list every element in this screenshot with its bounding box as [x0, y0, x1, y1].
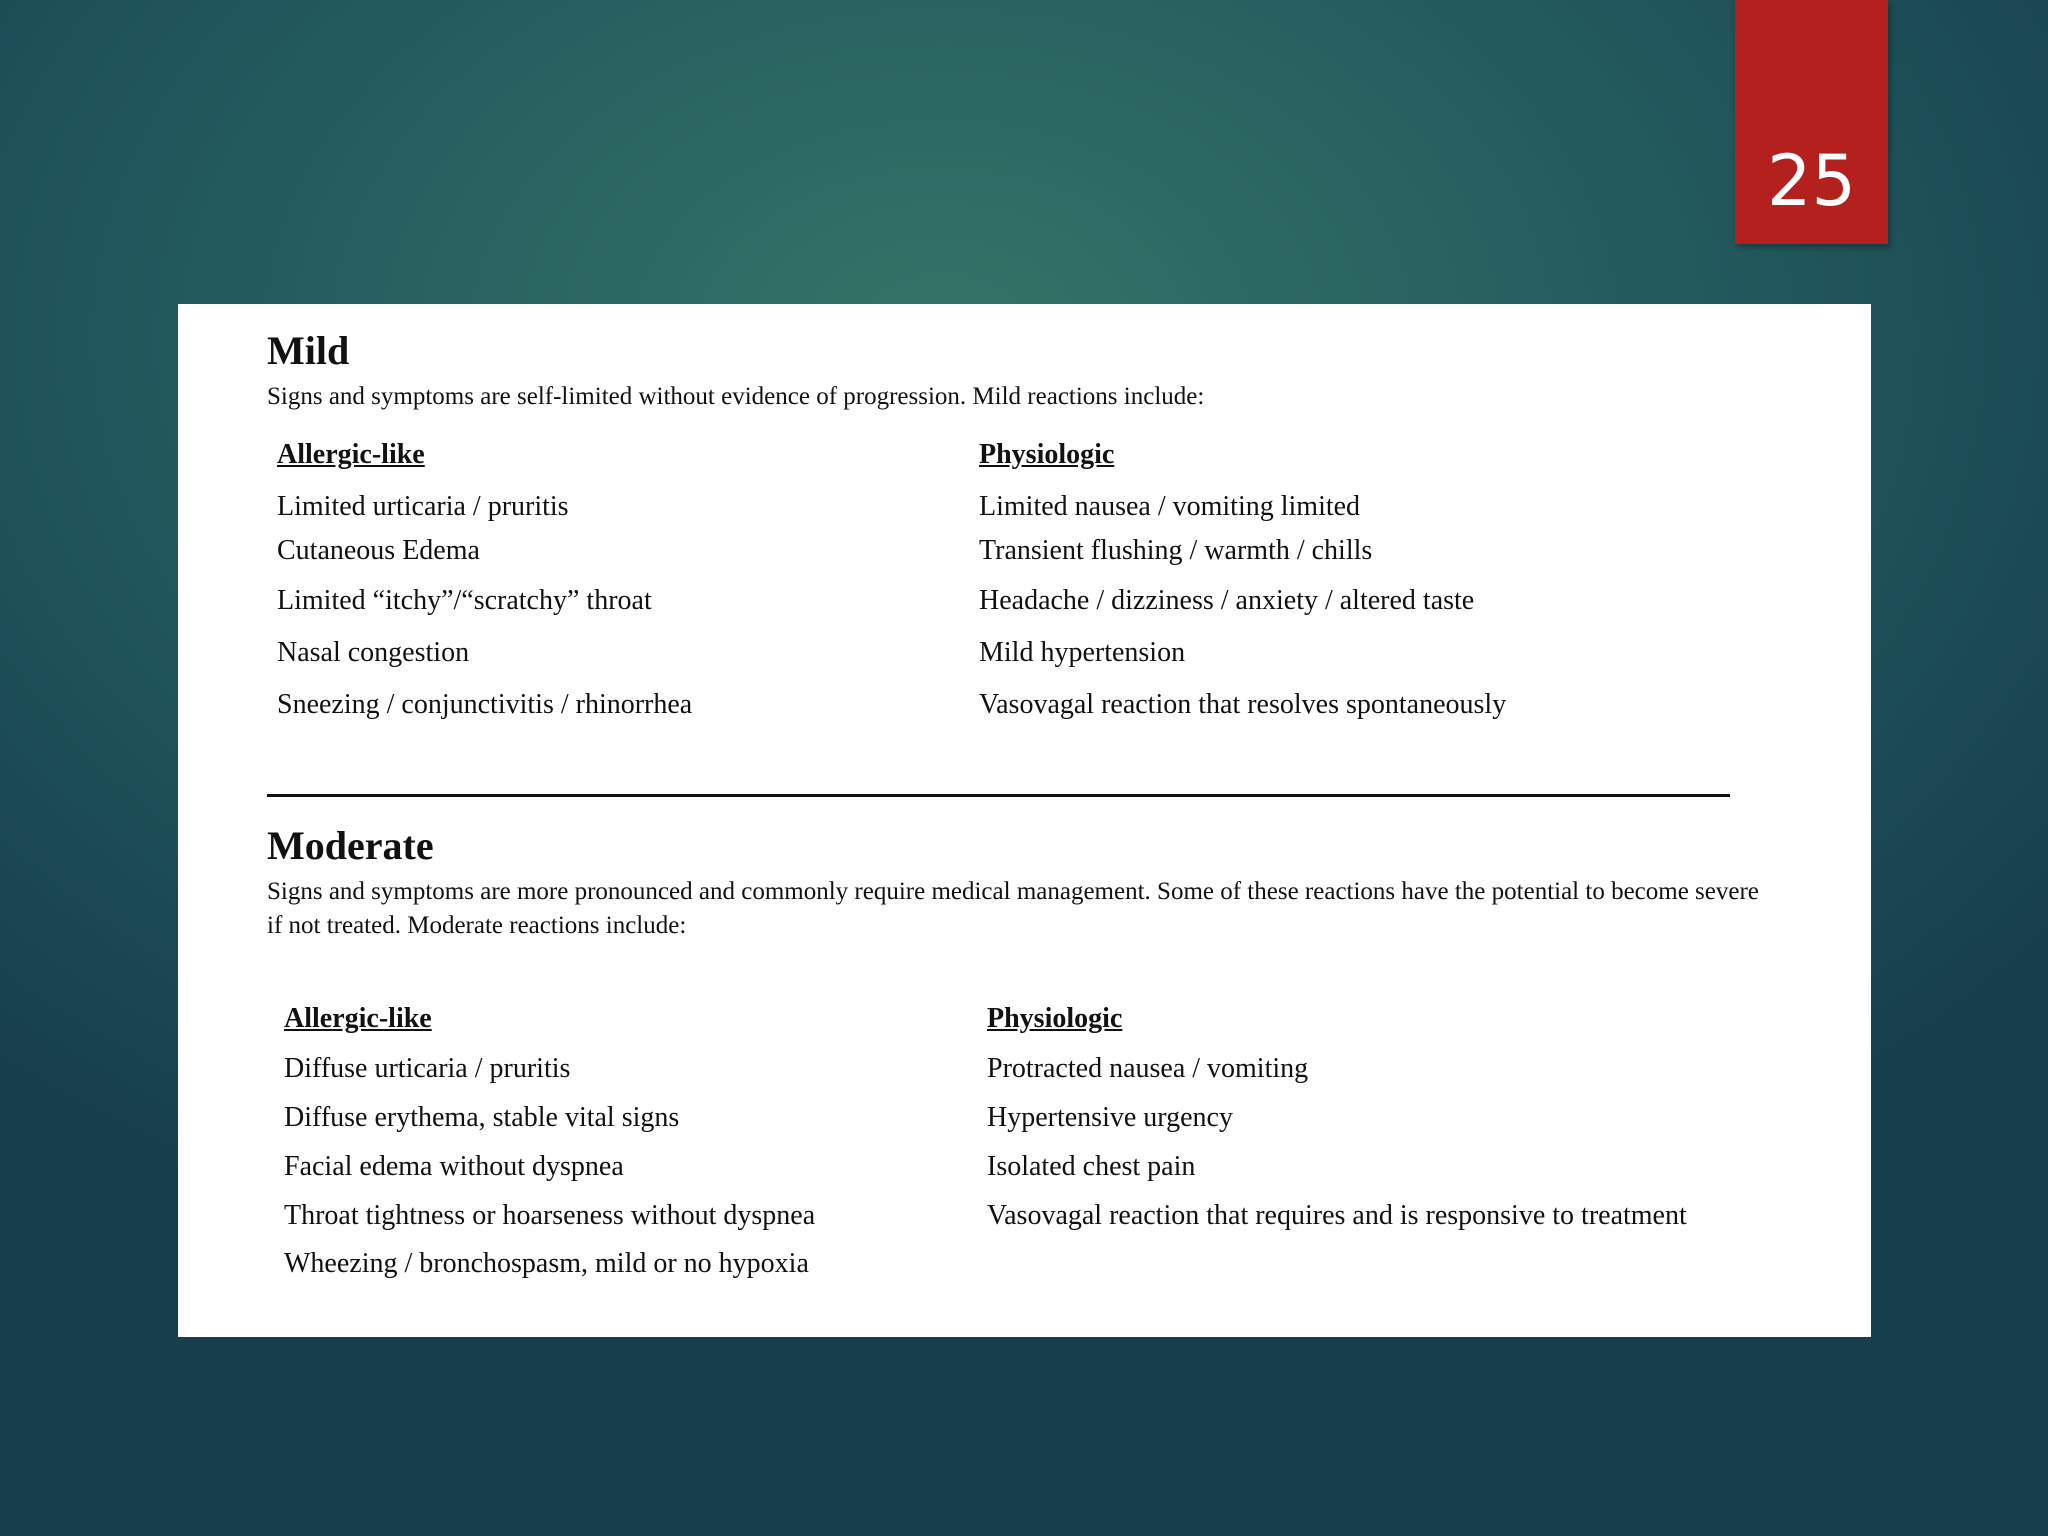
moderate-physiologic-item: Hypertensive urgency: [987, 1102, 1233, 1133]
moderate-physiologic-item: Protracted nausea / vomiting: [987, 1053, 1309, 1084]
mild-title: Mild: [267, 328, 350, 373]
mild-allergic-item: Limited “itchy”/“scratchy” throat: [277, 585, 652, 616]
moderate-physiologic-heading: Physiologic: [987, 1003, 1123, 1034]
slide-number: 25: [1766, 140, 1857, 222]
section-divider: [267, 794, 1730, 797]
mild-allergic-item: Limited urticaria / pruritis: [277, 491, 569, 522]
moderate-allergic-item: Diffuse urticaria / pruritis: [284, 1053, 571, 1084]
mild-allergic-item: Cutaneous Edema: [277, 535, 480, 566]
moderate-allergic-item: Throat tightness or hoarseness without dyspnea: [284, 1200, 816, 1231]
moderate-allergic-item: Facial edema without dyspnea: [284, 1151, 624, 1182]
mild-physiologic-item: Mild hypertension: [979, 637, 1186, 668]
mild-allergic-item: Sneezing / conjunctivitis / rhinorrhea: [277, 689, 693, 720]
moderate-allergic-item: Diffuse erythema, stable vital signs: [284, 1102, 680, 1133]
mild-physiologic-item: Headache / dizziness / anxiety / altered taste: [979, 585, 1475, 616]
mild-physiologic-item: Transient flushing / warmth / chills: [979, 535, 1373, 566]
moderate-title: Moderate: [267, 823, 434, 868]
mild-physiologic-heading: Physiologic: [979, 439, 1115, 470]
reaction-severity-panel: [178, 304, 1871, 1337]
moderate-description: Signs and symptoms are more pronounced and commonly require medical management. Some of these reactions have the potential to become severe if not treated. Moderate reactions include:: [267, 878, 1759, 939]
moderate-allergic-item: Wheezing / bronchospasm, mild or no hypoxia: [284, 1248, 809, 1279]
mild-physiologic-item: Vasovagal reaction that resolves spontaneously: [979, 689, 1507, 720]
moderate-physiologic-item: Isolated chest pain: [987, 1151, 1196, 1182]
slide-number-badge: [1735, 0, 1888, 244]
mild-description: Signs and symptoms are self-limited without evidence of progression. Mild reactions include:: [267, 383, 1205, 410]
mild-allergic-item: Nasal congestion: [277, 637, 470, 668]
moderate-allergic-heading: Allergic-like: [284, 1003, 432, 1034]
mild-physiologic-item: Limited nausea / vomiting limited: [979, 491, 1361, 522]
moderate-physiologic-item: Vasovagal reaction that requires and is responsive to treatment: [987, 1200, 1687, 1231]
mild-allergic-heading: Allergic-like: [277, 439, 425, 470]
